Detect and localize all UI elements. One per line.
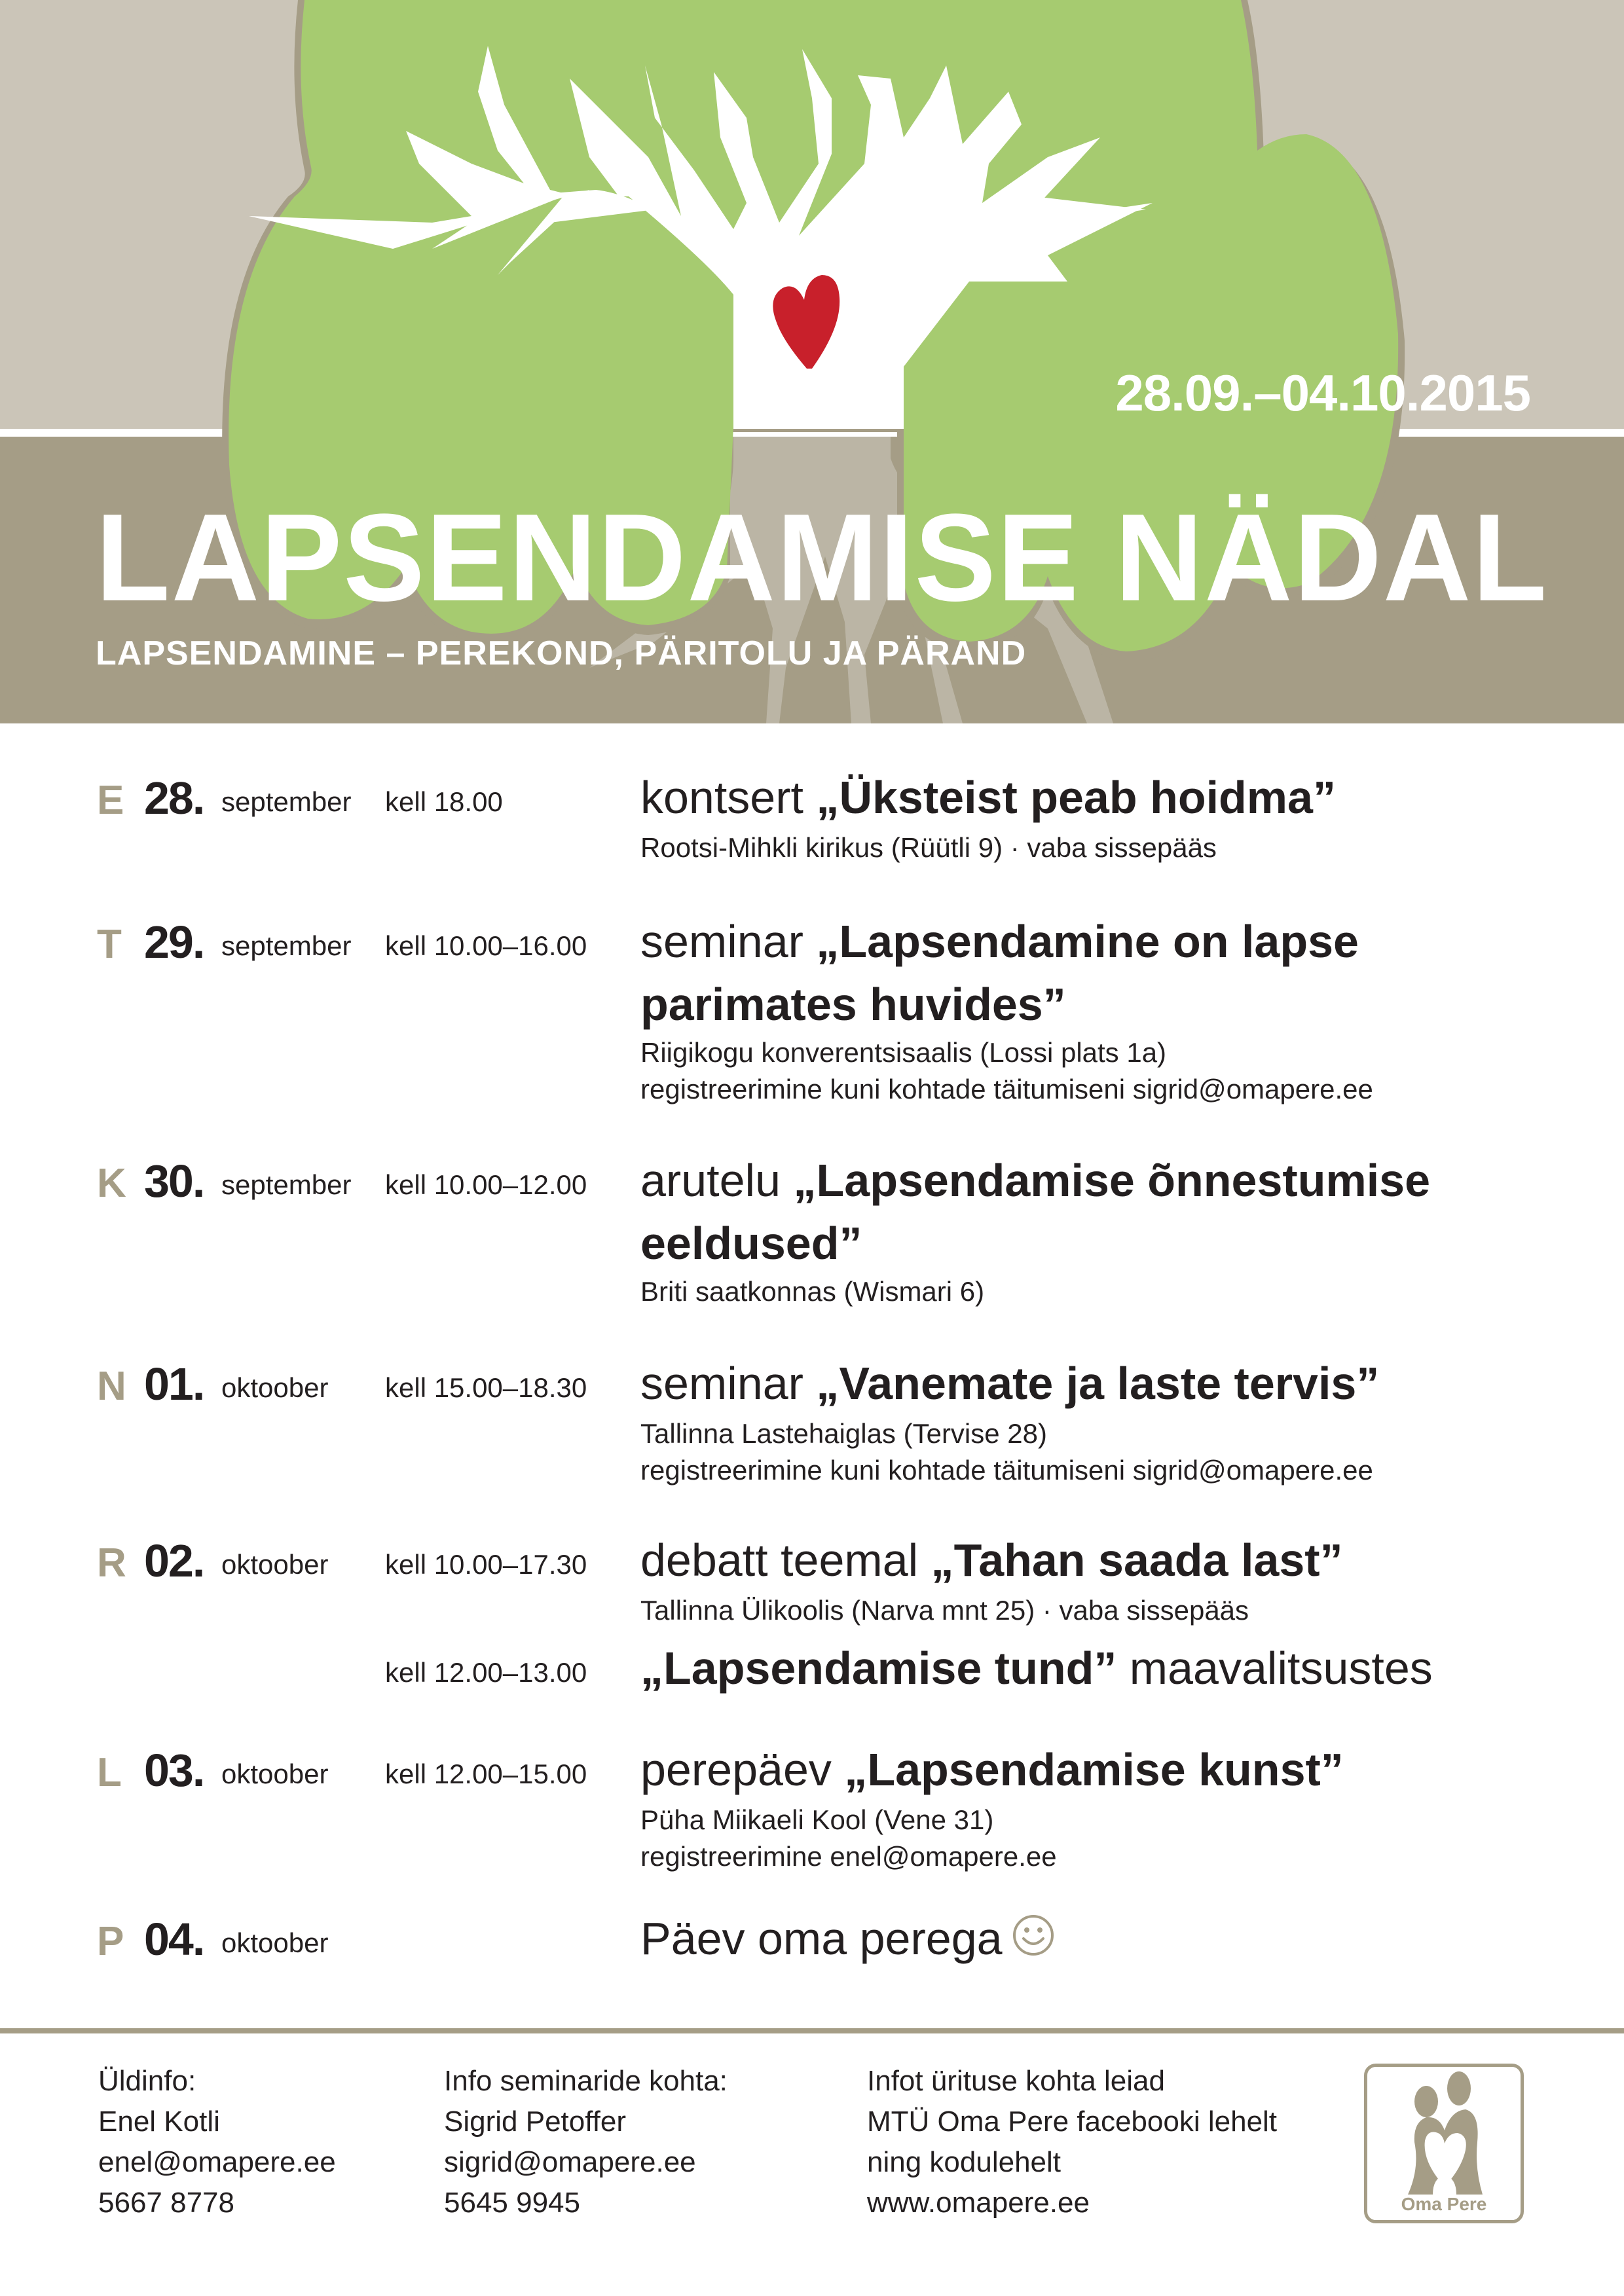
event-type: seminar xyxy=(640,916,803,967)
event-title xyxy=(640,1738,1524,1801)
event-name: „Lapsendamise õnnestumise eeldused” xyxy=(640,1155,1431,1269)
event-name: „Üksteist peab hoidma” xyxy=(816,772,1336,823)
event-day: 02. xyxy=(144,1535,204,1586)
logo-text: Oma Pere xyxy=(1401,2194,1487,2214)
footer-divider xyxy=(0,2028,1624,2033)
event-day: 01. xyxy=(144,1358,204,1410)
event-type: debatt teemal xyxy=(640,1535,919,1586)
weekday-letter: K xyxy=(97,1161,126,1206)
event-name: „Lapsendamise kunst” xyxy=(844,1744,1344,1795)
event-name: „Tahan saada last” xyxy=(931,1535,1343,1586)
event-title xyxy=(640,1637,1524,1700)
footer-event-info xyxy=(867,2061,1277,2223)
footer-text: ning kodulehelt xyxy=(867,2146,1061,2178)
event-time: kell 12.00–13.00 xyxy=(385,1657,587,1688)
contact-name: Enel Kotli xyxy=(98,2105,220,2138)
event-day: 30. xyxy=(144,1156,204,1207)
event-time: kell 18.00 xyxy=(385,786,503,817)
event-detail: registreerimine kuni kohtade täitumiseni sigrid@omapere.ee xyxy=(640,1074,1373,1104)
event-detail: registreerimine kuni kohtade täitumiseni sigrid@omapere.ee xyxy=(640,1455,1373,1485)
weekday-letter: P xyxy=(97,1919,124,1964)
event-month: oktoober xyxy=(221,1758,329,1789)
event-type: perepäev xyxy=(640,1744,832,1795)
event-detail: Riigikogu konverentsisaalis (Lossi plats 1a) xyxy=(640,1037,1167,1068)
event-name: „Lapsendamise tund” xyxy=(640,1643,1117,1694)
event-month: oktoober xyxy=(221,1549,329,1580)
contact-name: Sigrid Petoffer xyxy=(444,2105,627,2138)
footer-heading: Info seminaride kohta: xyxy=(444,2065,728,2097)
event-day: 04. xyxy=(144,1914,204,1965)
event-detail: registreerimine enel@omapere.ee xyxy=(640,1841,1057,1872)
footer-general-info xyxy=(98,2061,336,2223)
event-detail: Rootsi-Mihkli kirikus (Rüütli 9) · vaba sissepääs xyxy=(640,832,1217,863)
event-title xyxy=(640,1149,1524,1275)
weekday-letter: R xyxy=(97,1540,126,1586)
footer-heading: Üldinfo: xyxy=(98,2065,196,2097)
event-title xyxy=(640,1352,1524,1415)
family-icon xyxy=(1367,2070,1521,2195)
footer-heading: Infot ürituse kohta leiad xyxy=(867,2065,1165,2097)
event-month: september xyxy=(221,1169,352,1200)
event-time: kell 10.00–12.00 xyxy=(385,1169,587,1200)
weekday-letter: L xyxy=(97,1750,122,1795)
event-title xyxy=(640,910,1524,1036)
event-month: september xyxy=(221,930,352,961)
page-title: LAPSENDAMISE NÄDAL xyxy=(96,488,1549,627)
footer-text: MTÜ Oma Pere facebooki lehelt xyxy=(867,2105,1278,2138)
footer-seminar-info xyxy=(444,2061,728,2223)
oma-pere-logo xyxy=(1364,2064,1524,2223)
event-type: arutelu xyxy=(640,1155,781,1206)
event-time: kell 12.00–15.00 xyxy=(385,1758,587,1789)
event-name: „Vanemate ja laste tervis” xyxy=(816,1358,1380,1409)
weekday-letter: N xyxy=(97,1364,126,1409)
weekday-letter: E xyxy=(97,778,124,823)
event-title xyxy=(640,766,1524,829)
event-name: „Lapsendamine on lapse parimates huvides” xyxy=(640,916,1359,1030)
event-type: kontsert xyxy=(640,772,803,823)
event-time: kell 10.00–17.30 xyxy=(385,1549,587,1580)
event-day: 29. xyxy=(144,917,204,968)
date-range: 28.09.–04.10.2015 xyxy=(1115,364,1530,422)
event-detail: Briti saatkonnas (Wismari 6) xyxy=(640,1276,985,1307)
event-detail: Püha Miikaeli Kool (Vene 31) xyxy=(640,1804,994,1835)
event-title xyxy=(640,1529,1524,1592)
event-detail: Tallinna Lastehaiglas (Tervise 28) xyxy=(640,1418,1047,1449)
event-month: oktoober xyxy=(221,1927,329,1958)
event-time: kell 10.00–16.00 xyxy=(385,930,587,961)
website-link[interactable]: www.omapere.ee xyxy=(867,2187,1090,2219)
smiley-icon xyxy=(1012,1914,1055,1957)
event-time: kell 15.00–18.30 xyxy=(385,1372,587,1403)
event-title xyxy=(640,1907,1524,1970)
contact-phone: 5645 9945 xyxy=(444,2187,580,2219)
event-month: september xyxy=(221,786,352,817)
event-type: Päev oma perega xyxy=(640,1913,1003,1964)
event-detail: Tallinna Ülikoolis (Narva mnt 25) · vaba sissepääs xyxy=(640,1595,1249,1626)
event-day: 03. xyxy=(144,1745,204,1796)
contact-email[interactable]: sigrid@omapere.ee xyxy=(444,2146,696,2178)
event-type: seminar xyxy=(640,1358,803,1409)
page-subtitle: LAPSENDAMINE – PEREKOND, PÄRITOLU JA PÄRAND xyxy=(96,634,1027,672)
event-suffix: maavalitsustes xyxy=(1129,1643,1433,1694)
contact-phone: 5667 8778 xyxy=(98,2187,234,2219)
contact-email[interactable]: enel@omapere.ee xyxy=(98,2146,336,2178)
event-month: oktoober xyxy=(221,1372,329,1403)
weekday-letter: T xyxy=(97,922,122,967)
event-day: 28. xyxy=(144,773,204,824)
